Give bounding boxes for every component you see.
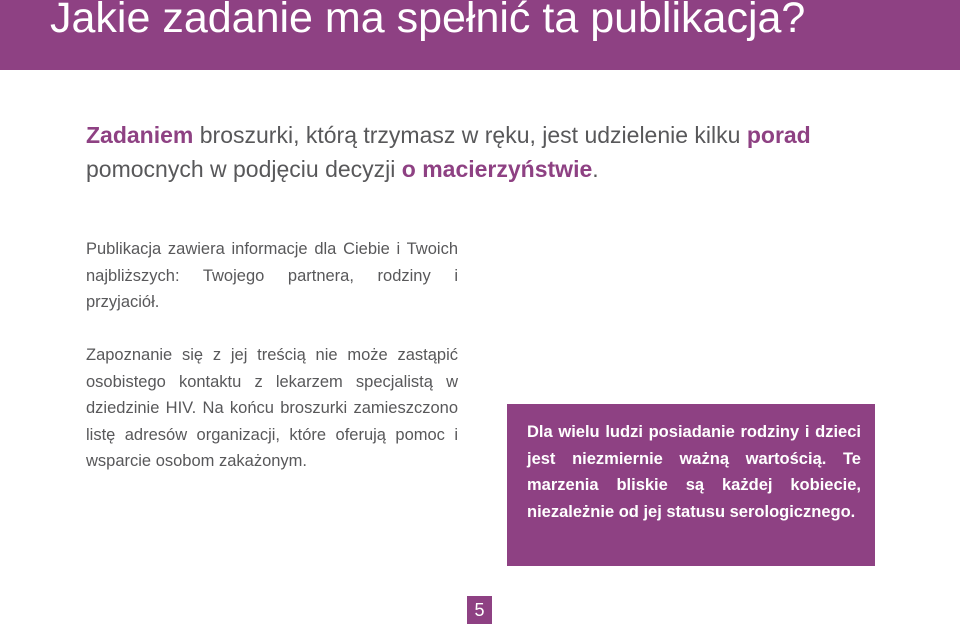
intro-text-3: . xyxy=(592,156,599,182)
intro-text-2: pomocnych w podjęciu decyzji xyxy=(86,156,402,182)
body-paragraph-disclaimer: Zapoznanie się z jej treścią nie może zastąpić osobistego kontaktu z lekarzem specjalistą w dziedzinie HIV. Na końcu broszurki zamieszczono listę adresów organizacji, które oferują pomoc i wsparcie osobom zakażonym. xyxy=(86,346,458,470)
intro-text-1: broszurki, którą trzymasz w ręku, jest udzielenie kilku xyxy=(193,122,747,148)
intro-highlight-porad: porad xyxy=(746,122,811,148)
header-band xyxy=(0,0,960,70)
callout-box xyxy=(507,404,875,566)
body-paragraph-audience: Publikacja zawiera informacje dla Ciebie i Twoich najbliższych: Twojego partnera, rodziny i przyjaciół. xyxy=(86,240,458,311)
intro-highlight-macierzynstwie: o macierzyństwie xyxy=(401,156,593,182)
intro-highlight-zadaniem: Zadaniem xyxy=(86,122,194,148)
page-number: 5 xyxy=(467,596,492,624)
callout-text: Dla wielu ludzi posiadanie rodziny i dzieci jest niezmiernie ważną wartością. Te marzenia bliskie są każdej kobiecie, niezależnie od jej statusu serologicznego. xyxy=(527,423,861,521)
page-title: Jakie zadanie ma spełnić ta publikacja? xyxy=(50,0,806,42)
intro-paragraph xyxy=(86,118,886,186)
